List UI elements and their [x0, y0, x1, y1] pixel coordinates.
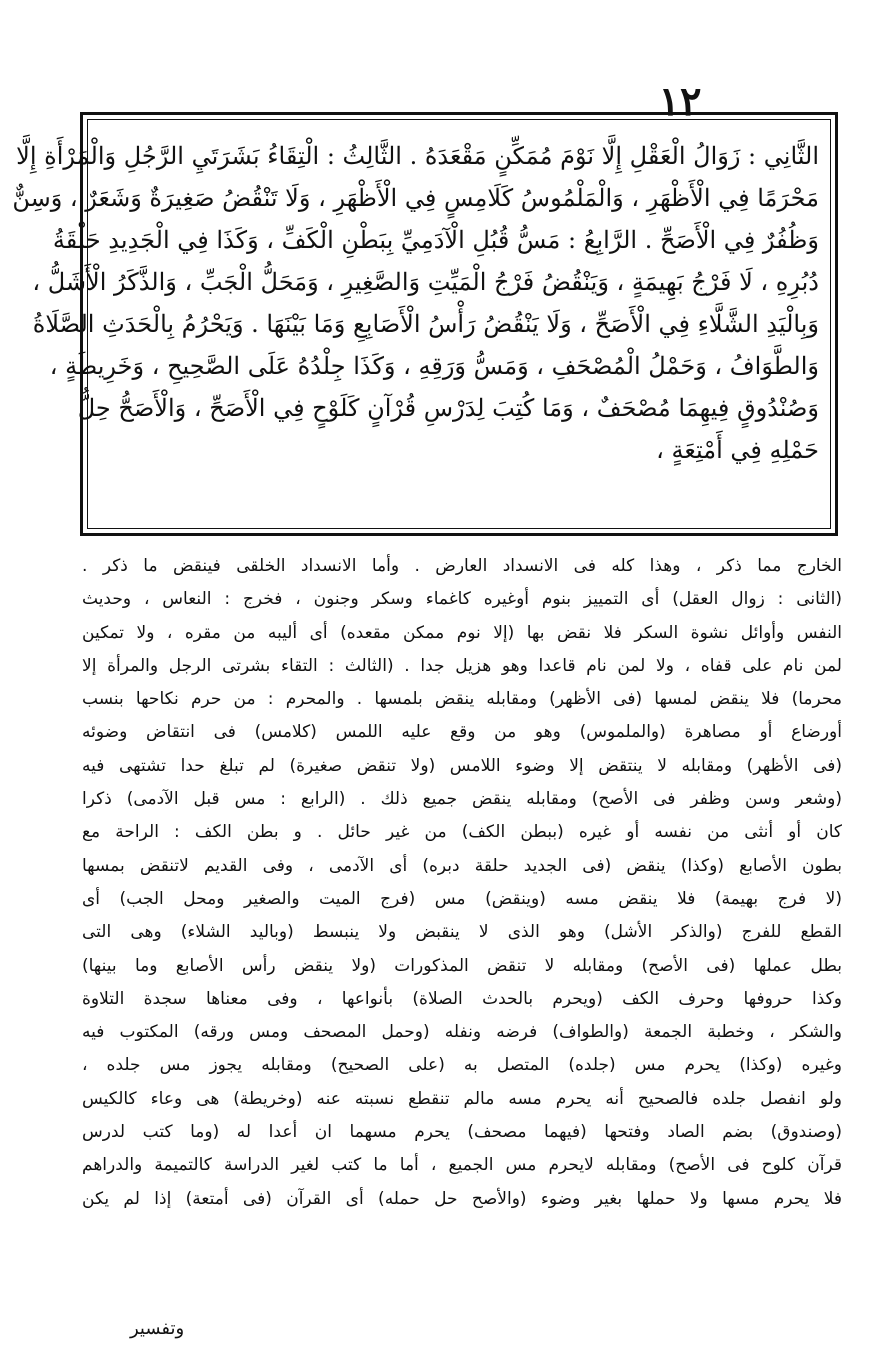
- sharh-line: بطون الأصابع (وكذا) ينقض (فى الجديد حلقة دبره) أى الآدمى ، وفى القديم لاتنقض بمسها: [82, 855, 842, 876]
- matn-line: دُبُرِهِ ، لَا فَرْجُ بَهِيمَةٍ ، وَيَنْقُضُ فَرْجُ الْمَيِّتِ وَالصَّغِيرِ ، وَمَحَلُّ الْجَبِّ ، وَالذَّكَرُ الْأَشَلُّ ،: [32, 268, 819, 296]
- sharh-line: (وشعر وسن وظفر فى الأصح) ومقابله ينقض جميع ذلك . (الرابع : مس قبل الآدمى) ذكرا: [82, 789, 842, 810]
- sharh-line: وكذا حروفها وحرف الكف (ويحرم بالحدث الصلاة) بأنواعها ، وفى معناها سجدة التلاوة: [82, 988, 842, 1009]
- matn-text: [12, 135, 819, 471]
- matn-line: الثَّانِي : زَوَالُ الْعَقْلِ إِلَّا نَوْمَ مُمَكِّنٍ مَقْعَدَهُ . الثَّالِثُ : الْتِقَاءُ بَشَرَتَيِ الرَّجُلِ وَالْمَرْأَةِ إِلَّا: [16, 142, 819, 170]
- sharh-line: النفس وأوائل نشوة السكر فلا نقض بها (إلا نوم ممكن مقعده) أى أليبه من مقره ، ولا تمكين: [82, 622, 842, 643]
- sharh-line: قرآن كلوح فى الأصح) ومقابله لايحرم مس الجميع ، أما ما كتب لغير الدراسة كالتميمة والدراهم: [82, 1155, 842, 1176]
- sharh-line: كان أو أنثى من نفسه أو غيره (ببطن الكف) من غير حائل . و بطن الكف : الراحة مع: [82, 822, 842, 843]
- matn-box: [12, 112, 838, 536]
- matn-line: وَالطَّوَافُ ، وَحَمْلُ الْمُصْحَفِ ، وَمَسُّ وَرَقِهِ ، وَكَذَا جِلْدُهُ عَلَى الصَّحِيحِ ، وَخَرِيطَةٍ ،: [49, 352, 819, 380]
- sharh-text: [82, 550, 842, 1216]
- catchword: وتفسير: [130, 1318, 185, 1339]
- page-number: ١٢: [658, 78, 702, 125]
- sharh-line: بطل عملها (فى الأصح) ومقابله لا تنقض المذكورات (ولا ينقض رأس الأصابع وما بينها): [82, 955, 842, 976]
- matn-line: وَبِالْيَدِ الشَّلَّاءِ فِي الْأَصَحِّ ، وَلَا يَنْقُضُ رَأْسُ الْأَصَابِعِ وَمَا بَيْنَهَا . وَيَحْرُمُ بِالْحَدَثِ الصَّلَاةُ: [32, 310, 819, 338]
- matn-line: مَحْرَمًا فِي الْأَظْهَرِ ، وَالْمَلْمُوسُ كَلَامِسٍ فِي الْأَظْهَرِ ، وَلَا تَنْقُضُ صَغِيرَةٌ وَشَعَرٌ ، وَسِنٌّ: [12, 184, 819, 212]
- sharh-line: (فى الأظهر) ومقابله لا ينتقض إلا وضوء اللامس (ولا تنقض صغيرة) لم تبلغ حدا تشتهى فيه: [82, 755, 842, 776]
- matn-line: وَصُنْدُوقٍ فِيهِمَا مُصْحَفٌ ، وَمَا كُتِبَ لِدَرْسِ قُرْآنٍ كَلَوْحٍ فِي الْأَصَحِّ ، وَالْأَصَحُّ حِلُّ: [77, 394, 819, 422]
- sharh-line: والشكر ، وخطبة الجمعة (والطواف) فرضه ونفله (وحمل المصحف ومس ورقه) المكتوب فيه: [82, 1022, 842, 1043]
- sharh-line: الخارج مما ذكر ، وهذا كله فى الانسداد العارض . وأما الانسداد الخلقى فينقض ما ذكر .: [82, 556, 842, 576]
- sharh-line: (وصندوق) بضم الصاد وفتحها (فيهما مصحف) يحرم مسهما ان أعدا له (وما كتب لدرس: [82, 1122, 842, 1143]
- sharh-line: محرما) فلا ينقض لمسها (فى الأظهر) ومقابله ينقض بلمسها . والمحرم : من حرم نكاحها بنسب: [82, 689, 842, 710]
- sharh-line: القطع للفرج (والذكر الأشل) وهو الذى لا ينقبض ولا ينبسط (وباليد الشلاء) وهى التى: [82, 922, 842, 943]
- sharh-line: ولو انفصل جلده فالصحيح أنه يحرم مسه مالم تنقطع نسبته عنه (وخريطة) هى وعاء كالكيس: [82, 1088, 842, 1109]
- sharh-line: فلا يحرم مسها ولا حملها بغير وضوء (والأصح حل حمله) أى القرآن (فى أمتعة) إذا لم يكن: [82, 1188, 842, 1209]
- sharh-line: أورضاع أو مصاهرة (والملموس) وهو من وقع عليه اللمس (كلامس) فى انتقاض وضوئه: [82, 722, 842, 743]
- sharh-line: (الثانى : زوال العقل) أى التمييز بنوم أوغيره كاغماء وسكر وجنون ، فخرج : النعاس ، وحديث: [82, 589, 842, 610]
- sharh-line: وغيره (وكذا) يحرم مس (جلده) المتصل به (على الصحيح) ومقابله يجوز مس جلده ،: [82, 1055, 842, 1076]
- matn-line: حَمْلِهِ فِي أَمْتِعَةٍ ،: [656, 436, 819, 464]
- sharh-line: لمن نام على قفاه ، ولا لمن نام قاعدا وهو هزيل جدا . (الثالث : التقاء بشرتى الرجل والمرأة إلا: [82, 655, 842, 676]
- sharh-line: (لا فرج بهيمة) فلا ينقض مسه (وينقض) مس (فرج الميت والصغير ومحل الجب) أى: [82, 888, 842, 909]
- matn-line: وَظُفُرٌ فِي الْأَصَحِّ . الرَّابِعُ : مَسُّ قُبُلِ الْآدَمِيِّ بِبَطْنِ الْكَفِّ ، وَكَذَا فِي الْجَدِيدِ حَلْقَةُ: [52, 226, 819, 254]
